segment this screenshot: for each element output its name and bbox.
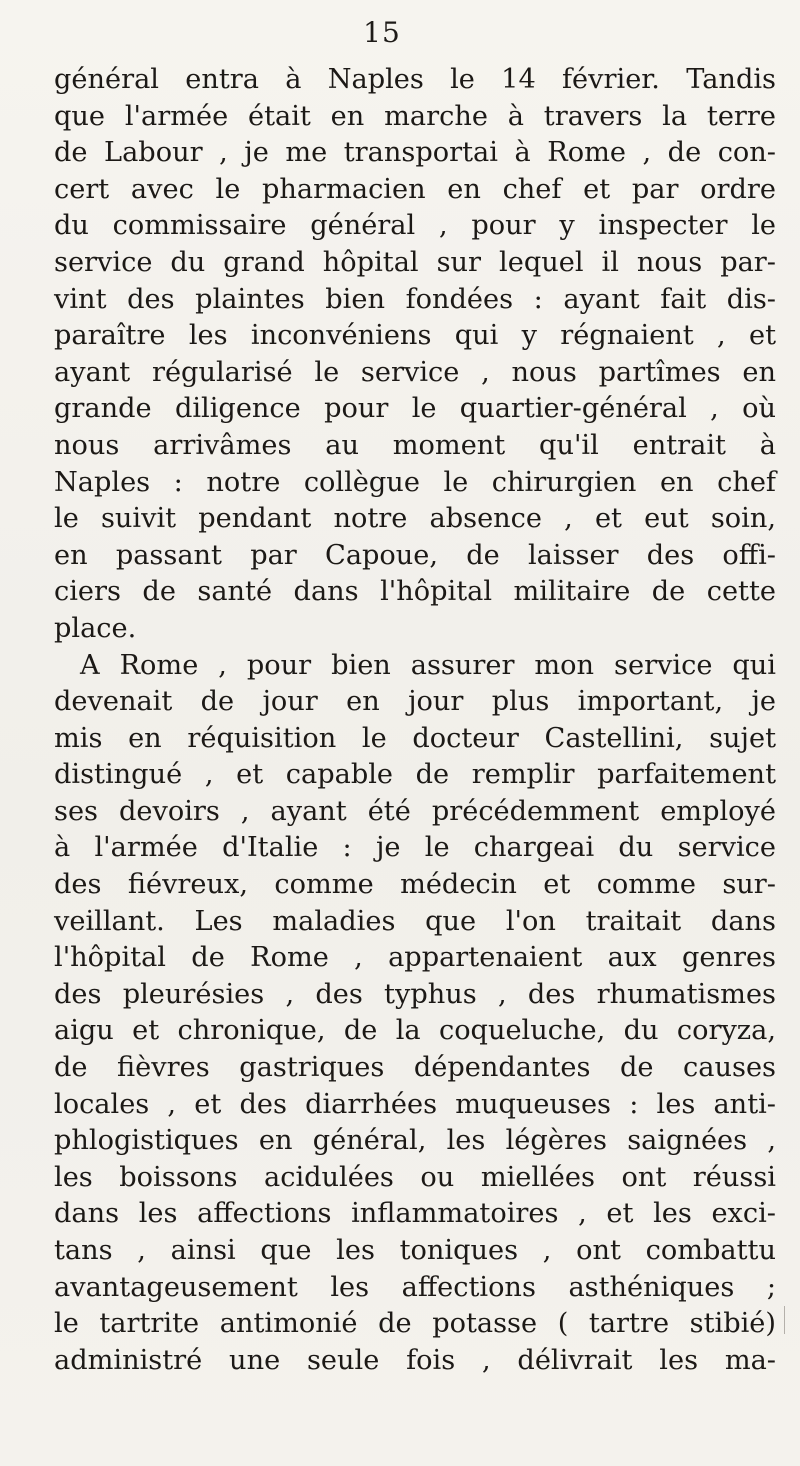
text-line: phlogistiques en général, les légères saignées , bbox=[54, 1125, 776, 1157]
text-line: distingué , et capable de remplir parfaitement bbox=[54, 759, 776, 791]
text-line: à l'armée d'Italie : je le chargeai du service bbox=[54, 832, 776, 864]
text-line: administré une seule fois , délivrait les ma- bbox=[54, 1344, 776, 1376]
text-line: que l'armée était en marche à travers la terre bbox=[54, 100, 776, 132]
body-text bbox=[54, 62, 776, 1379]
text-line: aigu et chronique, de la coqueluche, du coryza, bbox=[54, 1015, 776, 1047]
text-line: nous arrivâmes au moment qu'il entrait à bbox=[54, 429, 776, 461]
text-line: le suivit pendant notre absence , et eut soin, bbox=[54, 503, 776, 535]
text-line: de Labour , je me transportai à Rome , de con- bbox=[54, 137, 776, 169]
text-line: des pleurésies , des typhus , des rhumatismes bbox=[54, 978, 776, 1010]
text-line: le tartrite antimonié de potasse ( tartre stibié) bbox=[54, 1308, 776, 1340]
text-line: des fiévreux, comme médecin et comme sur- bbox=[54, 869, 776, 901]
text-line: l'hôpital de Rome , appartenaient aux genres bbox=[54, 942, 776, 974]
text-line: ciers de santé dans l'hôpital militaire de cette bbox=[54, 576, 776, 608]
text-line: service du grand hôpital sur lequel il nous par- bbox=[54, 246, 776, 278]
text-line: mis en réquisition le docteur Castellini, sujet bbox=[54, 722, 776, 754]
text-line: place. bbox=[54, 612, 137, 644]
text-line: cert avec le pharmacien en chef et par ordre bbox=[54, 173, 776, 205]
page-number: 15 bbox=[363, 16, 401, 49]
text-line: paraître les inconvéniens qui y régnaient , et bbox=[54, 320, 776, 352]
text-line: ses devoirs , ayant été précédemment employé bbox=[54, 795, 776, 827]
text-line: avantageusement les affections asthéniques ; bbox=[54, 1271, 776, 1303]
text-line: devenait de jour en jour plus important, je bbox=[54, 686, 776, 718]
text-line: tans , ainsi que les toniques , ont combattu bbox=[54, 1235, 776, 1266]
text-line: ayant régularisé le service , nous partîmes en bbox=[54, 356, 776, 388]
text-line: en passant par Capoue, de laisser des offi- bbox=[54, 539, 776, 571]
text-line: grande diligence pour le quartier-général , où bbox=[54, 393, 776, 425]
text-line: Naples : notre collègue le chirurgien en chef bbox=[54, 466, 776, 498]
text-line: vint des plaintes bien fondées : ayant fait dis- bbox=[54, 283, 776, 315]
text-line: A Rome , pour bien assurer mon service qui bbox=[80, 649, 776, 681]
text-line: de fièvres gastriques dépendantes de causes bbox=[54, 1052, 776, 1084]
text-line: dans les affections inflammatoires , et les exci- bbox=[54, 1198, 776, 1230]
text-line: du commissaire général , pour y inspecter le bbox=[54, 210, 776, 242]
text-line: général entra à Naples le 14 février. Tandis bbox=[54, 64, 776, 95]
margin-mark bbox=[776, 1306, 785, 1334]
text-line: locales , et des diarrhées muqueuses : les anti- bbox=[54, 1088, 776, 1120]
text-line: veillant. Les maladies que l'on traitait dans bbox=[54, 905, 776, 937]
text-line: les boissons acidulées ou miellées ont réussi bbox=[54, 1161, 776, 1193]
